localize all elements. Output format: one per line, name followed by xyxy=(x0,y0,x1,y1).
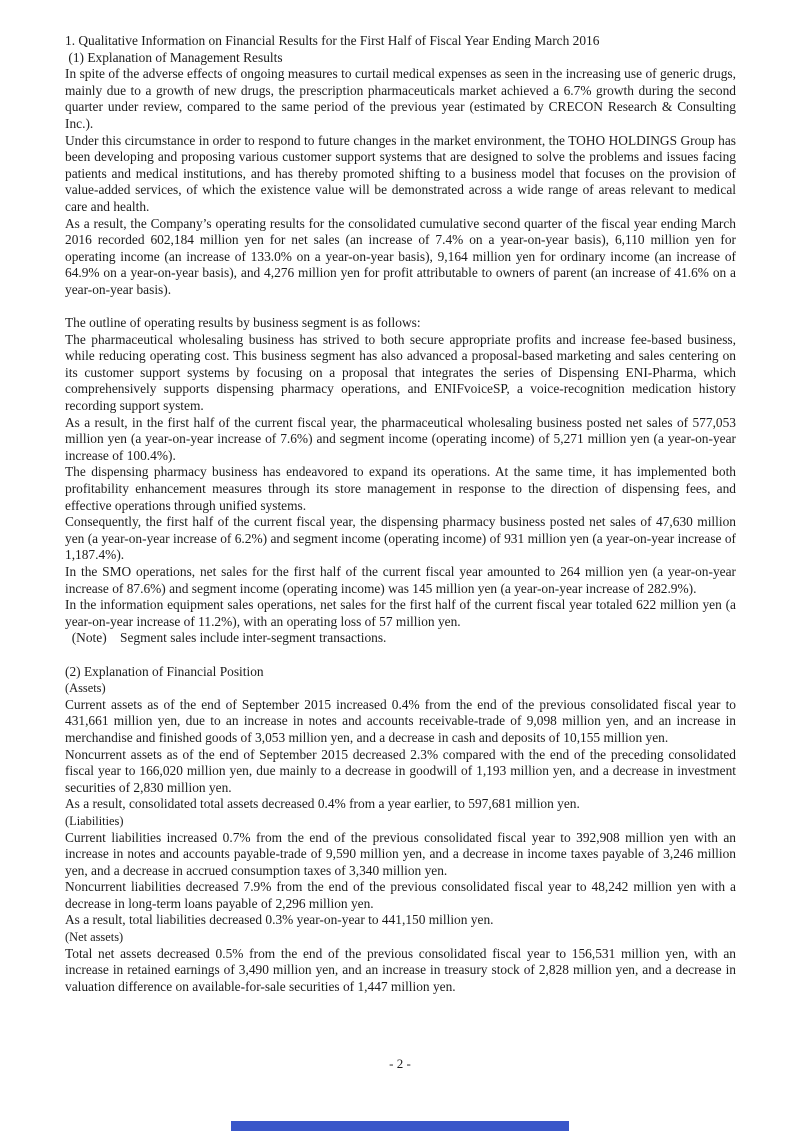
page-number: - 2 - xyxy=(389,1056,411,1071)
paragraph: Noncurrent liabilities decreased 7.9% from the end of the previous consolidated fiscal year to 48,242 million yen with a decrease in long-term loans payable of 2,296 million yen. xyxy=(65,879,736,911)
paragraph: As a result, total liabilities decreased 0.3% year-on-year to 441,150 million yen. xyxy=(65,912,494,928)
paragraph: The pharmaceutical wholesaling business has strived to both secure appropriate profits and increase fee-based business, while reducing operating cost. This business segment has also advanced a proposal-based marketing and sales centering on its customer support systems by focusing on a proposal that integrates the series of Dispensing ENI-Pharma, which comprehensively supports dispensing pharmacy operations, and ENIFvoiceSP, a voice-recognition medication history recording support system. xyxy=(65,331,736,414)
paragraph: As a result, in the first half of the current fiscal year, the pharmaceutical wholesaling business posted net sales of 577,053 million yen (a year-on-year increase of 7.6%) and segment income (operating income) of 5,271 million yen (a year-on-year increase of 100.4%). xyxy=(65,414,736,463)
blank-line xyxy=(65,299,736,316)
paragraph: Noncurrent assets as of the end of September 2015 decreased 2.3% compared with the end of the preceding consolidated fiscal year to 166,020 million yen, due mainly to a decrease in goodwill of 1,193 million yen, and a decrease in investment securities of 2,830 million yen. xyxy=(65,746,736,795)
paragraph: Under this circumstance in order to respond to future changes in the market environment, the TOHO HOLDINGS Group has been developing and proposing various customer support systems that are designed to solve the problems and issues facing patients and medical institutions, and has thereby promoted shifting to a business model that focuses on the provision of value-added services, of which the existence value will be demonstrated across a wide range of areas relevant to medical care and health. xyxy=(65,132,736,214)
paragraph: Current assets as of the end of September 2015 increased 0.4% from the end of the previous consolidated fiscal year to 431,661 million yen, due to an increase in notes and accounts receivable-trade of 9,098 million yen, and an increase in merchandise and finished goods of 3,053 million yen, and a decrease in cash and deposits of 10,155 million yen. xyxy=(65,696,736,745)
paragraph: In spite of the adverse effects of ongoing measures to curtail medical expenses as seen in the increasing use of generic drugs, mainly due to a growth of new drugs, the prescription pharmaceuticals market achieved a 6.7% growth during the second quarter under review, compared to the same period of the previous year (estimated by CRECON Research & Consulting Inc.). xyxy=(65,66,736,131)
document-title: 1. Qualitative Information on Financial Results for the First Half of Fiscal Year Ending March 2016 xyxy=(65,33,600,48)
subsection-label: (Net assets) xyxy=(65,930,124,945)
paragraph: The dispensing pharmacy business has endeavored to expand its operations. At the same time, it has implemented both profitability enhancement measures through its store management in response to the direction of dispensing fees, and effective operations through unified systems. xyxy=(65,464,736,513)
paragraph: Consequently, the first half of the current fiscal year, the dispensing pharmacy business posted net sales of 47,630 million yen (a year-on-year increase of 6.2%) and segment income (operating income) of 931 million yen (a year-on-year increase of 1,187.4%). xyxy=(65,514,736,563)
section-heading: (1) Explanation of Management Results xyxy=(65,49,283,65)
paragraph: As a result, consolidated total assets decreased 0.4% from a year earlier, to 597,681 million yen. xyxy=(65,796,580,812)
paragraph: In the SMO operations, net sales for the first half of the current fiscal year amounted to 264 million yen (a year-on-year increase of 87.6%) and segment income (operating income) was 145 million yen (a year-on-year increase of 282.9%). xyxy=(65,564,736,596)
subsection-label: (Assets) xyxy=(65,681,106,696)
blank-line xyxy=(65,647,736,664)
paragraph: In the information equipment sales operations, net sales for the first half of the current fiscal year totaled 622 million yen (a year-on-year increase of 11.2%), with an operating loss of 57 million yen. xyxy=(65,597,736,629)
paragraph: Total net assets decreased 0.5% from the end of the previous consolidated fiscal year to 156,531 million yen, with an increase in retained earnings of 3,490 million yen, and an increase in treasury stock of 2,828 million yen, and a decrease in valuation difference on available-for-sale securities of 1,447 million yen. xyxy=(65,945,736,994)
section-heading: (2) Explanation of Financial Position xyxy=(65,663,264,679)
document-content xyxy=(65,33,736,995)
subsection-label: (Liabilities) xyxy=(65,813,124,828)
paragraph: The outline of operating results by business segment is as follows: xyxy=(65,315,421,331)
footer-blue-bar xyxy=(231,1121,569,1131)
note-line: (Note) Segment sales include inter-segment transactions. xyxy=(65,630,387,646)
paragraph: As a result, the Company’s operating results for the consolidated cumulative second quarter of the fiscal year ending March 2016 recorded 602,184 million yen for net sales (an increase of 7.4% on a year-on-year basis), 6,110 million yen for operating income (an increase of 133.0% on a year-on-year basis), 9,164 million yen for ordinary income (an increase of 64.9% on a year-on-year basis), and 4,276 million yen for profit attributable to owners of parent (an increase of 41.6% on a year-on-year basis). xyxy=(65,215,736,297)
paragraph: Current liabilities increased 0.7% from the end of the previous consolidated fiscal year to 392,908 million yen with an increase in notes and accounts payable-trade of 9,590 million yen, and a decrease in income taxes payable of 3,246 million yen, and a decrease in accrued consumption taxes of 3,340 million yen. xyxy=(65,829,736,878)
